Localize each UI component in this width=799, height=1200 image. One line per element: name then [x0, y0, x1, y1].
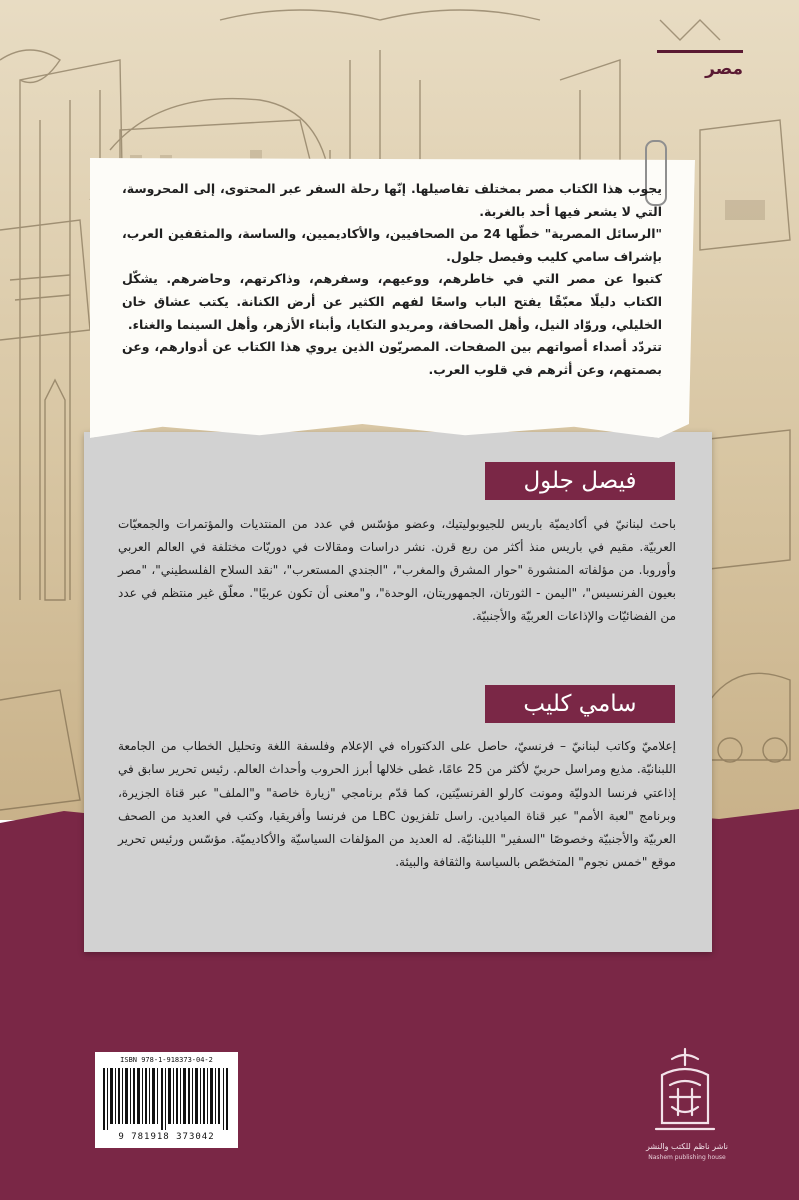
barcode-bars-icon — [103, 1068, 230, 1130]
publisher-name: ناشر ناظم للكتب والنشر — [645, 1142, 729, 1151]
author-bio: باحث لبنانيّ في أكاديميّة باريس للجيوبوليتيك، وعضو مؤسّس في عدد من المنتديات والمؤتمرات والجمعيّات العربيّة. مقيم في باريس منذ أكثر من ربع قرن. نشر دراسات ومقالات في دوريّات مختلفة في العالم العربي وأوروبا. من مؤلفاته المنشورة "حوار المشرق والمغرب"، "الجندي المستعرب"، "نقد السلاح الفلسطيني"، "مصر بعيون الفرنسيس"، "اليمن - الثورتان، الجمهوريتان، الوحدة"، و"معنى أن تكون عربيًا". معلّق غير منتظم في عدد من الفضائيّات والإذاعات العربيّة والأجنبيّة. — [118, 517, 676, 623]
category-label: مصر — [657, 50, 743, 79]
description-paragraph: كتبوا عن مصر التي في خاطرهم، ووعيهم، وسفرهم، وذاكرتهم، وحاضرهم. يشكّل الكتاب دليلًا معبّقًا يفتح الباب واسعًا لفهم الكثير عن أرض الكنانة. يكتب عشاق خان الخليلي، وروّاد النيل، وأهل الصحافة، ومريدو التكايا، وأبناء الأزهر، وأهل السينما والغناء. — [122, 271, 662, 332]
description-paragraph: تتردّد أصداء أصواتهم بين الصفحات. المصريّون الذين يروي هذا الكتاب عن أدوارهم، وعن بصمتهم، وعن أثرهم في قلوب العرب. — [122, 339, 662, 377]
book-description — [122, 178, 662, 381]
description-paragraph: "الرسائل المصرية" خطّها 24 من الصحافيين، والأكاديميين، والساسة، والمثقفين العرب، بإشراف سامي كليب وفيصل جلول. — [122, 226, 663, 264]
isbn-number: 9 781918 373042 — [118, 1132, 215, 1142]
publisher-name-english: Nashem publishing house — [648, 1154, 726, 1161]
description-paragraph: يجوب هذا الكتاب مصر بمختلف تفاصيلها. إنّها رحلة السفر عبر المحتوى، إلى المحروسة، التي لا يشعر فيها أحد بالغربة. — [122, 181, 662, 219]
author-name-tag: فيصل جلول — [485, 462, 675, 500]
author-name-tag: سامي كليب — [485, 685, 675, 723]
barcode — [95, 1052, 238, 1148]
isbn-label: ISBN 978-1-918373-04-2 — [120, 1056, 213, 1064]
author-bio: إعلاميّ وكاتب لبنانيّ – فرنسيّ، حاصل على الدكتوراه في الإعلام وفلسفة اللغة وتحليل الخطاب من الجامعة اللبنانيّة. مذيع ومراسل حربيّ لأكثر من 25 عامًا، غطى خلالها أبرز الحروب وأحداث العالم. رئيس تحرير سابق في إذاعتي فرنسا الدوليّة ومونت كارلو الفرنسيّتين، كما قدّم برنامجي "زيارة خاصة" و"الملف" عبر قناة الجزيرة، وبرنامج "لعبة الأمم" عبر قناة الميادين. راسل تلفزيون LBC من فرنسا وأفريقيا، وكتب في العديد من الصحف العربيّة والأجنبيّة وخصوصًا "السفير" اللبنانيّة. له العديد من المؤلفات السياسيّة والأكاديميّة. مؤسّس ورئيس تحرير موقع "خمس نجوم" المتخصّص بالسياسة والثقافة والبيئة. — [118, 739, 677, 870]
publisher-logo-icon — [642, 1045, 728, 1135]
